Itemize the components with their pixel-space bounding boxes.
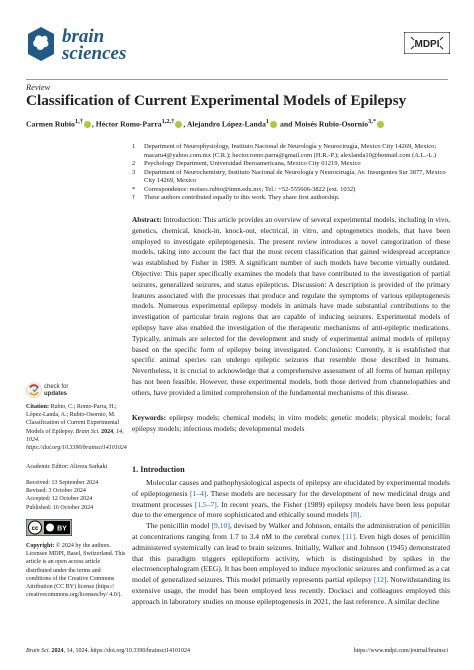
check-updates-icon [26,382,42,398]
affiliation-mark: 1 [132,143,136,150]
affiliation-text: Psychology Department, Universidad Iberoamericana, Mexico City 01219, Mexico [144,160,361,167]
affiliation-text: Correspondence: moises.rubio@innn.edu.mx; Tel.: +52-555606-3822 (ext. 1032) [144,185,356,193]
and-word: and [280,119,293,129]
citation-link[interactable]: [8] [350,510,360,520]
footer-rest[interactable]: , 14, 1024. https://doi.org/10.3390/brainsci14101024 [63,648,191,654]
citation-text: Rubio, C.; Romo-Parra, H.; López-Landa, A.; Rubio-Osornio, M. Classification of Current Experimental Models of Epilepsy. [26,404,120,435]
header-rule [26,79,448,80]
author-sup: 3,* [368,118,377,125]
citation-year: 2024 [101,428,114,435]
history-dates [26,479,126,512]
article-type: Review [26,83,51,92]
academic-editor: Academic Editor: Alireza Sarkaki [26,464,108,470]
accepted-date: Accepted: 12 October 2024 [26,496,93,503]
citation-volume[interactable]: 14, 1024. https://doi.org/10.3390/brainsci14101024 [26,428,127,452]
abstract-text: Introduction: This article provides an overview of several experimental models, including in vivo, genetics, chemical, knock-in, knock-out, electrical, in vitro, and optogenetics models, that have been employed to investigate epileptogenesis. The present review introduces a novel categorization of these models, taking into account the fact that the most recent classification that gained widespread acceptance was established by Fisher in 1989. A significant number of such models have become virtually outdated. Objective: This paper specifically examines the models that have contributed to the investigation of partial seizures, generalized seizures, and status epilepticus. Discussion: A description is provided of the primary features associated with the processes that produce and regulate the symptoms of various epileptogenesis models. Numerous experimental epilepsy models in animals have made substantial contributions to the investigation of particular brain regions that are capable of inducing seizures. Experimental models of epilepsy have also enabled the investigation of the therapeutic mechanisms of anti-epileptic medications. Typically, animals are selected for the development and study of experimental animal models of epilepsy based on the specific form of epilepsy being investigated. Conclusions: Currently, it is established that specific animal species can undergo epileptic seizures that resemble those described in humans. Nevertheless, it is crucial to acknowledge that a comprehensive assessment of all forms of human epilepsy has not been feasible. However, these experimental models, both those derived from channelopathies and others, have provided a limited comprehension of the fundamental mechanisms of this disease. [132,215,450,397]
author-sup: 1 [265,118,270,125]
journal-name [62,28,126,62]
cc-by-license-icon[interactable] [26,519,72,536]
copyright-label: Copyright: [26,543,55,549]
citation-label: Citation: [26,404,49,410]
orcid-icon[interactable] [175,121,182,128]
copyright-text: © 2024 by the authors. Licensee MDPI, Basel, Switzerland. This article is an open access article distributed under the terms and conditions of the Creative Commons Attribution (CC BY) license (https:// creativecommons.org/licenses/by/ 4.0/). [26,543,126,599]
author-name: Moisés Rubio-Osornio [294,119,369,129]
check-updates-line2: updates [44,390,68,397]
citation-link[interactable]: [12] [373,575,387,585]
affiliations [132,143,454,203]
author-name: Alejandro López-Landa [186,119,266,129]
affiliation-mark: 2 [132,160,136,167]
introduction-body [132,478,450,608]
citation-block: Citation: Rubio, C.; Romo-Parra, H.; López-Landa, A.; Rubio-Osornio, M. Classification of Current Experimental Models of Epilepsy. Brain Sci. 2024, 14, 1024. https://doi.org/10.3390/brainsci14101024 [26,404,127,452]
publisher-name: MDPI [414,39,440,50]
svg-text:cc: cc [31,526,39,532]
paragraph: The penicillin model [9,10], devised by Walker and Johnson, entails the administration of penicillin at concentrations ranging from 1.7 to 3.4 nM to the cerebral cortex [11]. Even high doses of penicillin administered systemically can lead to brain seizures. Initially, Walker and Johnson (1945) demonstrated that this paradigm triggers epileptiform activity, which is distinguished by spikes in the electroencephalogram (EEG). It has been employed to induce myoclonic seizures and confirmed as a cat model of generalized seizures. This model primarily represents partial epilepsy [12]. Notwithstanding its extensive usage, the model has been employed less recently. Docksci and colleagues employed this approach in laboratory studies on mouse epileptogenesis in 2021, the last reference. A similar decline [132,521,450,606]
article-title: Classification of Current Experimental Models of Epilepsy [26,92,407,109]
orcid-icon[interactable] [84,121,91,128]
paragraph: Molecular causes and pathophysiological aspects of epilepsy are elucidated by experimental models of epileptogenesis [1–4]. These models are necessary for the development of new medicinal drugs and treatment processes [1,5–7]. In recent years, the Fisher (1989) epilepsy models have been less popular due to the emergence of more sophisticated and ethically sound models [8]. [132,478,450,520]
journal-name-line1: brain [62,26,105,47]
section-heading: 1. Introduction [132,465,185,474]
keywords [132,413,450,435]
abstract-label: Abstract: [132,215,162,224]
affiliation-text: Department of Neurophysiology, Instituto Nacional de Neurología y Neurocirugía, Mexico City 14269, Mexico; macaru4@yahoo.com.mx (C.R.); hector.romo.parra@gmail.com (H.R.-P.); alexlanda10@hotmail.com (A.L.-L.) [144,143,437,159]
affiliation [132,160,454,169]
affiliation [132,169,454,186]
orcid-icon[interactable] [377,121,384,128]
revised-date: Revised: 3 October 2024 [26,488,86,495]
journal-name-line2: sciences [62,43,127,64]
citation-link[interactable]: [11] [342,531,356,541]
orcid-icon[interactable] [270,121,277,128]
keywords-label: Keywords: [132,413,167,422]
footer-year: 2024 [51,648,64,654]
mdpi-logo-icon [404,32,450,54]
affiliation [132,143,454,160]
citation-link[interactable]: [1,5–7] [194,499,217,509]
author-name: Héctor Romo-Parra [95,119,162,129]
author-sup: 1,2,† [161,118,175,125]
citation-link[interactable]: [1–4] [189,488,207,498]
citation-journal: Brain Sci. [75,428,100,435]
citation-link[interactable]: [9,10] [211,521,230,531]
journal-header [26,22,450,78]
footer-citation [26,648,190,654]
check-for-updates[interactable] [26,382,126,402]
cc-label: BY [57,525,67,533]
affiliation-mark: * [132,185,136,193]
keywords-text: epilepsy models; chemical models; in vitro models; genetic models; physical models; focal epilepsy models; infectious models; developmental models [132,413,451,433]
published-date: Published: 16 October 2024 [26,504,94,511]
footer-journal: Brain Sci. [26,648,50,654]
affiliation-text: Department of Neurochemistry, Instituto Nacional de Neurología y Neurocirugía, Av. Insurgentes Sur 3877, Mexico City 14269, Mexico [144,168,446,184]
author-name: Carmen Rubio [26,119,75,129]
check-updates-line1: check for [44,384,69,390]
author-list: Carmen Rubio$^{1,\dagger}$ , Héctor Romo-Parra$^{1,2,\dagger}$ , Alejandro López-Landa$^1$ and Moisés Rubio-Osornio$^{3,*}$ [26,118,448,129]
brain-sciences-logo-icon [26,26,56,62]
affiliation [132,186,454,195]
affiliation-mark: 3 [132,168,136,176]
author-sup: 1,† [74,118,83,125]
received-date: Received: 13 September 2024 [26,480,99,486]
affiliation [132,194,454,203]
copyright-block [26,542,126,599]
affiliation-mark: † [132,194,136,201]
affiliation-text: These authors contributed equally to this work. They share first authorship. [144,194,340,201]
abstract [132,215,450,399]
footer-journal-url[interactable]: https://www.mdpi.com/journal/brainsci [353,648,448,654]
